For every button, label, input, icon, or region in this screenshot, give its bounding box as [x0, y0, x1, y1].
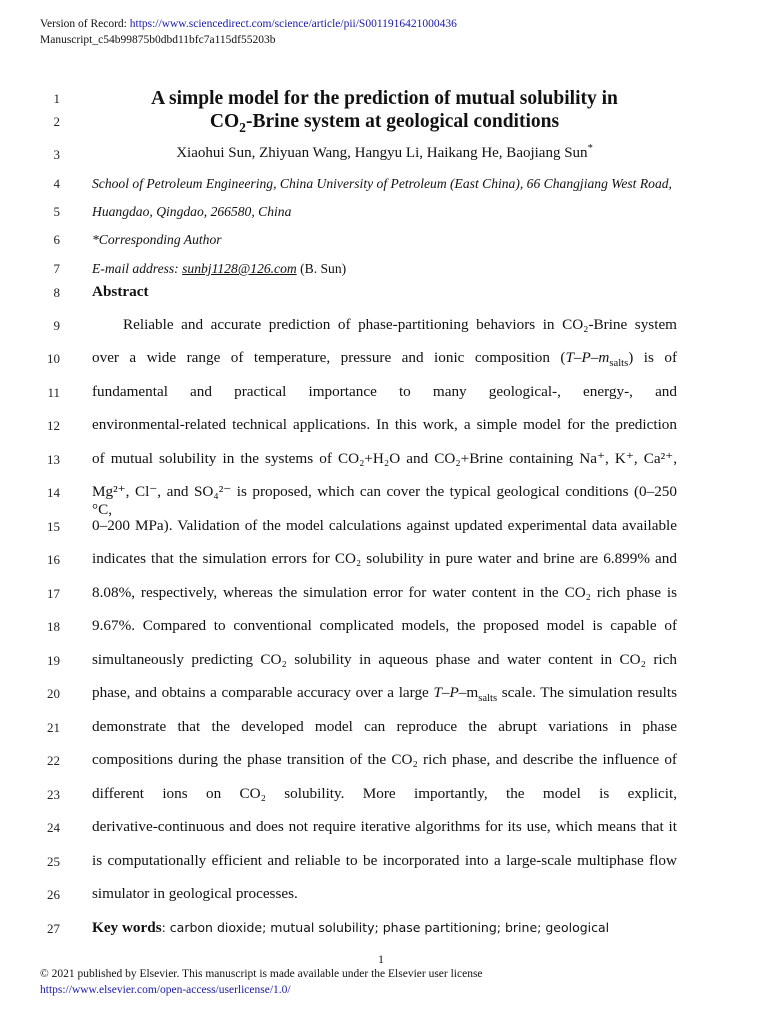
line-number: 27 — [47, 921, 60, 936]
line-number: 7 — [53, 261, 60, 276]
line-number: 4 — [53, 176, 60, 191]
abstract-line: fundamental and practical importance to many geological-, energy-, and — [92, 383, 677, 400]
line-number: 14 — [47, 485, 60, 500]
license-notice: © 2021 published by Elsevier. This manuscript is made available under the Elsevier user license — [40, 968, 483, 980]
abstract-line: compositions during the phase transition of the CO₂ rich phase, and describe the influence of — [92, 751, 677, 768]
manuscript-id: Manuscript_c54b99875b0dbd11bfc7a115df55203b — [40, 34, 276, 46]
line-number: 19 — [47, 653, 60, 668]
abstract-line: is computationally efficient and reliable to be incorporated into a large-scale multiphase flow — [92, 852, 677, 869]
line-number: 15 — [47, 519, 60, 534]
abstract-line: different ions on CO₂ solubility. More importantly, the model is explicit, — [92, 785, 677, 802]
line-number: 6 — [53, 232, 60, 247]
line-number: 23 — [47, 787, 60, 802]
author-list: Xiaohui Sun, Zhiyuan Wang, Hangyu Li, Haikang He, Baojiang Sun* — [176, 143, 593, 161]
abstract-line: 0–200 MPa). Validation of the model calculations against updated experimental data available — [92, 517, 677, 534]
line-number: 22 — [47, 753, 60, 768]
line-number: 10 — [47, 351, 60, 366]
abstract-line: environmental-related technical applications. In this work, a simple model for the prediction — [92, 416, 677, 433]
version-of-record-line — [40, 17, 457, 31]
line-number: 12 — [47, 418, 60, 433]
abstract-line: derivative-continuous and does not require iterative algorithms for its use, which means that it — [92, 818, 677, 835]
line-number: 1 — [53, 91, 60, 106]
affiliation-line-1: School of Petroleum Engineering, China University of Petroleum (East China), 66 Changjiang West Road, — [92, 176, 672, 191]
line-number: 13 — [47, 452, 60, 467]
line-number: 17 — [47, 586, 60, 601]
keywords-line: Key words: carbon dioxide; mutual solubility; phase partitioning; brine; geological — [92, 919, 610, 936]
abstract-line: demonstrate that the developed model can reproduce the abrupt variations in phase — [92, 718, 677, 735]
line-number: 9 — [53, 318, 60, 333]
abstract-line: simulator in geological processes. — [92, 885, 298, 902]
line-number: 5 — [53, 204, 60, 219]
abstract-line: Mg²⁺, Cl⁻, and SO₄²⁻ is proposed, which can cover the typical geological conditions (0–250 °C, — [92, 483, 677, 518]
paper-title-line-2: $CO_2$-Brine system at geological conditions — [209, 111, 560, 135]
license-url-link[interactable]: https://www.elsevier.com/open-access/userlicense/1.0/ — [40, 984, 291, 996]
version-url-link[interactable]: https://www.sciencedirect.com/science/article/pii/S0011916421000436 — [129, 18, 457, 30]
line-number: 25 — [47, 854, 60, 869]
line-number: 18 — [47, 619, 60, 634]
email-line: E-mail address: sunbj1128@126.com (B. Sun) — [92, 261, 347, 276]
line-number: 20 — [47, 686, 60, 701]
keywords-label: Key words — [92, 919, 162, 936]
abstract-line: simultaneously predicting CO₂ solubility in aqueous phase and water content in CO₂ rich — [92, 651, 677, 668]
abstract-line: 8.08%, respectively, whereas the simulation error for water content in the CO₂ rich phase is — [92, 584, 677, 601]
line-number: 24 — [47, 820, 60, 835]
line-number: 21 — [47, 720, 60, 735]
line-number: 11 — [47, 385, 60, 400]
abstract-line: over a wide range of temperature, pressure and ionic composition $(T-P-m_{salts})$ is of — [92, 349, 678, 370]
page-number: 1 — [378, 952, 384, 966]
line-number: 16 — [47, 552, 60, 567]
abstract-line: indicates that the simulation errors for CO₂ solubility in pure water and brine are 6.899% and — [92, 550, 677, 567]
version-label: Version of Record: — [40, 18, 130, 30]
abstract-heading: Abstract — [92, 283, 149, 300]
line-number: 8 — [53, 285, 60, 300]
corresponding-author-note: *Corresponding Author — [92, 232, 222, 247]
affiliation-line-2: Huangdao, Qingdao, 266580, China — [92, 204, 292, 219]
abstract-line: Reliable and accurate prediction of phase-partitioning behaviors in CO₂-Brine system — [123, 316, 677, 333]
abstract-line: of mutual solubility in the systems of CO₂+H₂O and CO₂+Brine containing Na⁺, K⁺, Ca²⁺, — [92, 450, 677, 467]
abstract-line: 9.67%. Compared to conventional complicated models, the proposed model is capable of — [92, 617, 677, 634]
email-link[interactable]: sunbj1128@126.com — [182, 261, 297, 276]
abstract-line: phase, and obtains a comparable accuracy over a large $T-P-m_{salts}$ scale. The simulation results — [92, 684, 677, 705]
corresponding-mark: * — [587, 143, 593, 154]
license-link-line — [40, 983, 291, 997]
line-number: 26 — [47, 887, 60, 902]
paper-title-line-1: A simple model for the prediction of mutual solubility in — [151, 88, 618, 109]
line-number: 3 — [53, 147, 60, 162]
line-number: 2 — [53, 114, 60, 129]
